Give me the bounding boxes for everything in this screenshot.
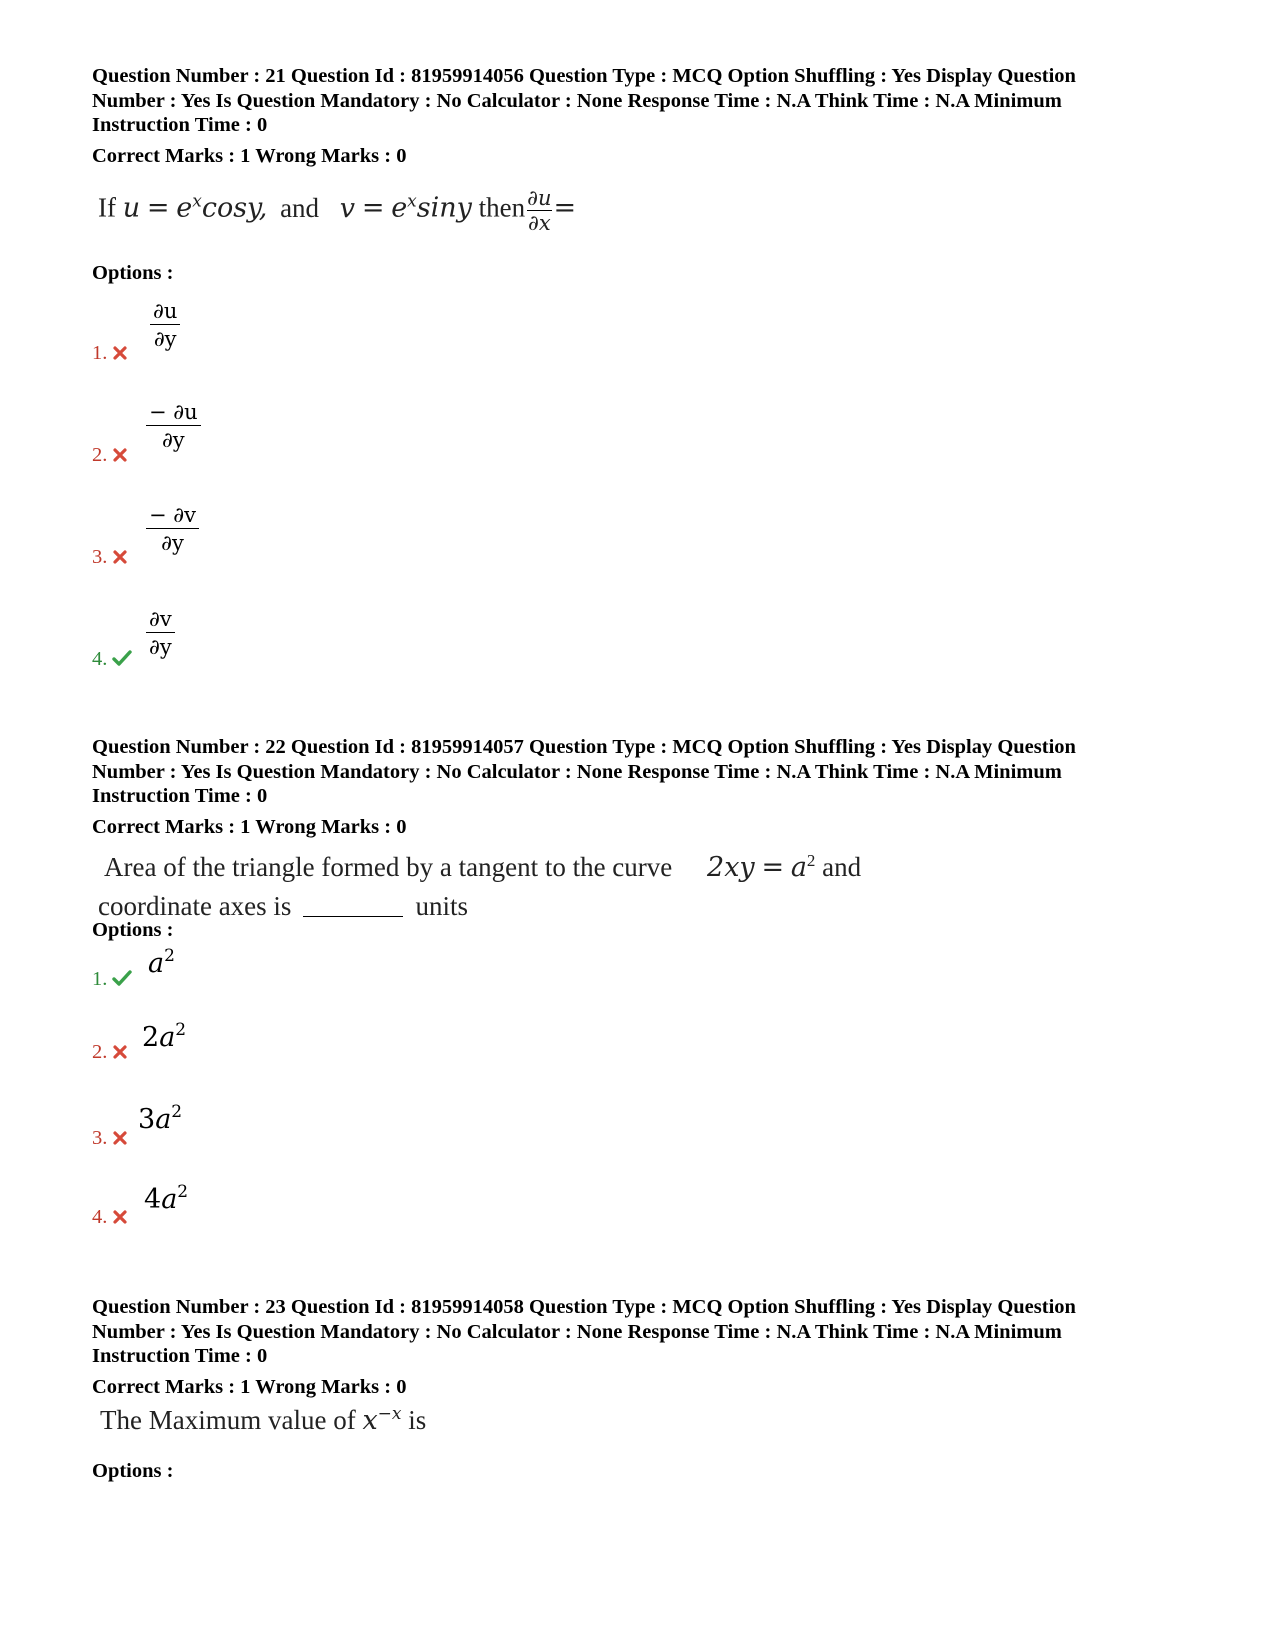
stem-text: If [98, 192, 116, 223]
option-exponent: 2 [175, 1020, 187, 1040]
fraction-numerator: ∂u [153, 299, 178, 323]
stem-math: e [176, 192, 193, 224]
option-number: 1. [92, 342, 108, 364]
marks-line: Correct Marks : 1 Wrong Marks : 0 [92, 1375, 407, 1398]
fraction-numerator: − ∂v [149, 503, 196, 527]
cross-icon [113, 1131, 127, 1145]
cross-icon [113, 550, 127, 564]
option-number: 3. [92, 1127, 108, 1149]
stem-text: and [280, 192, 320, 223]
cross-icon [113, 1210, 127, 1224]
option-coefficient: 3 [138, 1104, 156, 1135]
option-number: 4. [92, 648, 108, 670]
option-coefficient: 2 [142, 1022, 160, 1053]
stem-text: The Maximum value of [100, 1405, 356, 1435]
option-value [144, 1182, 188, 1215]
option-exponent: 2 [171, 1102, 183, 1122]
stem-line [98, 887, 1204, 925]
question-meta-line: Number : Yes Is Question Mandatory : No Calculator : None Response Time : N.A Think Time : N.A Minimum [92, 89, 1062, 112]
option-exponent: 2 [177, 1182, 189, 1202]
fraction-denominator: ∂y [149, 635, 172, 659]
option-base: a [159, 1022, 176, 1053]
stem-text: coordinate axes is [98, 891, 292, 921]
stem-math: x [362, 1405, 378, 1436]
question-meta-line: Number : Yes Is Question Mandatory : No Calculator : None Response Time : N.A Think Time : N.A Minimum [92, 760, 1062, 783]
check-icon [112, 650, 132, 666]
fraction-denominator: ∂x [528, 211, 551, 235]
stem-math: v [339, 192, 356, 224]
stem-math-exponent: −x [377, 1404, 402, 1424]
options-label: Options : [92, 1460, 174, 1482]
stem-text: is [408, 1405, 427, 1435]
cross-icon [113, 448, 127, 462]
question-23-header [92, 1295, 1192, 1399]
stem-math: a [790, 852, 807, 883]
stem-math: e [391, 192, 408, 224]
stem-math-exponent: 2 [806, 851, 816, 870]
answer-blank [303, 916, 403, 917]
cross-icon [113, 1045, 127, 1059]
stem-math: siny [416, 192, 472, 224]
fraction-denominator: ∂y [161, 531, 184, 555]
option-number: 2. [92, 1041, 108, 1063]
stem-fraction [527, 186, 551, 235]
option-value [142, 1020, 186, 1053]
option-number: 3. [92, 546, 108, 568]
option-value [148, 946, 175, 979]
marks-line: Correct Marks : 1 Wrong Marks : 0 [92, 144, 407, 167]
question-21-stem [98, 186, 1198, 235]
marks-line: Correct Marks : 1 Wrong Marks : 0 [92, 815, 407, 838]
option-coefficient: 4 [144, 1184, 162, 1215]
fraction-denominator: ∂y [161, 428, 185, 452]
stem-text: units [415, 891, 468, 921]
question-meta-line: Question Number : 21 Question Id : 81959914056 Question Type : MCQ Option Shuffling : Yes Display Question [92, 65, 1076, 87]
check-icon [112, 970, 132, 986]
question-21-header [92, 64, 1192, 168]
question-meta-line: Instruction Time : 0 [92, 114, 268, 136]
question-meta-line: Instruction Time : 0 [92, 785, 268, 807]
question-22-header [92, 735, 1192, 839]
stem-math: u [122, 192, 141, 224]
option-base: a [148, 948, 165, 979]
option-fraction [146, 399, 201, 454]
fraction-numerator: ∂v [149, 607, 172, 631]
option-number: 2. [92, 444, 108, 466]
stem-text: Area of the triangle formed by a tangent to the curve [104, 852, 673, 882]
question-22-stem [98, 842, 1204, 925]
option-number: 4. [92, 1206, 108, 1228]
question-meta-line: Question Number : 23 Question Id : 81959914058 Question Type : MCQ Option Shuffling : Yes Display Question [92, 1296, 1076, 1318]
option-fraction [150, 298, 180, 353]
option-value [138, 1102, 182, 1135]
stem-math: = [761, 852, 785, 883]
fraction-numerator: − ∂u [149, 400, 198, 424]
option-base: a [155, 1104, 172, 1135]
stem-math-exponent: x [192, 191, 202, 212]
stem-math: 2xy [707, 852, 755, 883]
stem-math: = [146, 192, 170, 224]
options-label: Options : [92, 919, 174, 941]
question-meta-line: Number : Yes Is Question Mandatory : No Calculator : None Response Time : N.A Think Time : N.A Minimum [92, 1320, 1062, 1343]
option-exponent: 2 [164, 946, 175, 966]
stem-math: = [361, 192, 385, 224]
option-base: a [161, 1184, 178, 1215]
stem-math: cosy, [201, 192, 268, 224]
stem-math: = [553, 192, 577, 224]
stem-text: then [478, 192, 526, 223]
question-23-stem [100, 1404, 1200, 1436]
option-fraction [146, 502, 199, 557]
option-fraction [146, 606, 175, 661]
question-meta-line: Question Number : 22 Question Id : 81959914057 Question Type : MCQ Option Shuffling : Yes Display Question [92, 736, 1076, 758]
cross-icon [113, 346, 127, 360]
stem-math-exponent: x [407, 191, 417, 212]
fraction-denominator: ∂y [153, 327, 177, 351]
question-meta-line: Instruction Time : 0 [92, 1345, 268, 1367]
fraction-numerator: ∂u [527, 186, 552, 210]
stem-text: and [822, 852, 862, 882]
option-number: 1. [92, 968, 108, 990]
options-label: Options : [92, 262, 174, 284]
stem-line [104, 842, 1204, 887]
